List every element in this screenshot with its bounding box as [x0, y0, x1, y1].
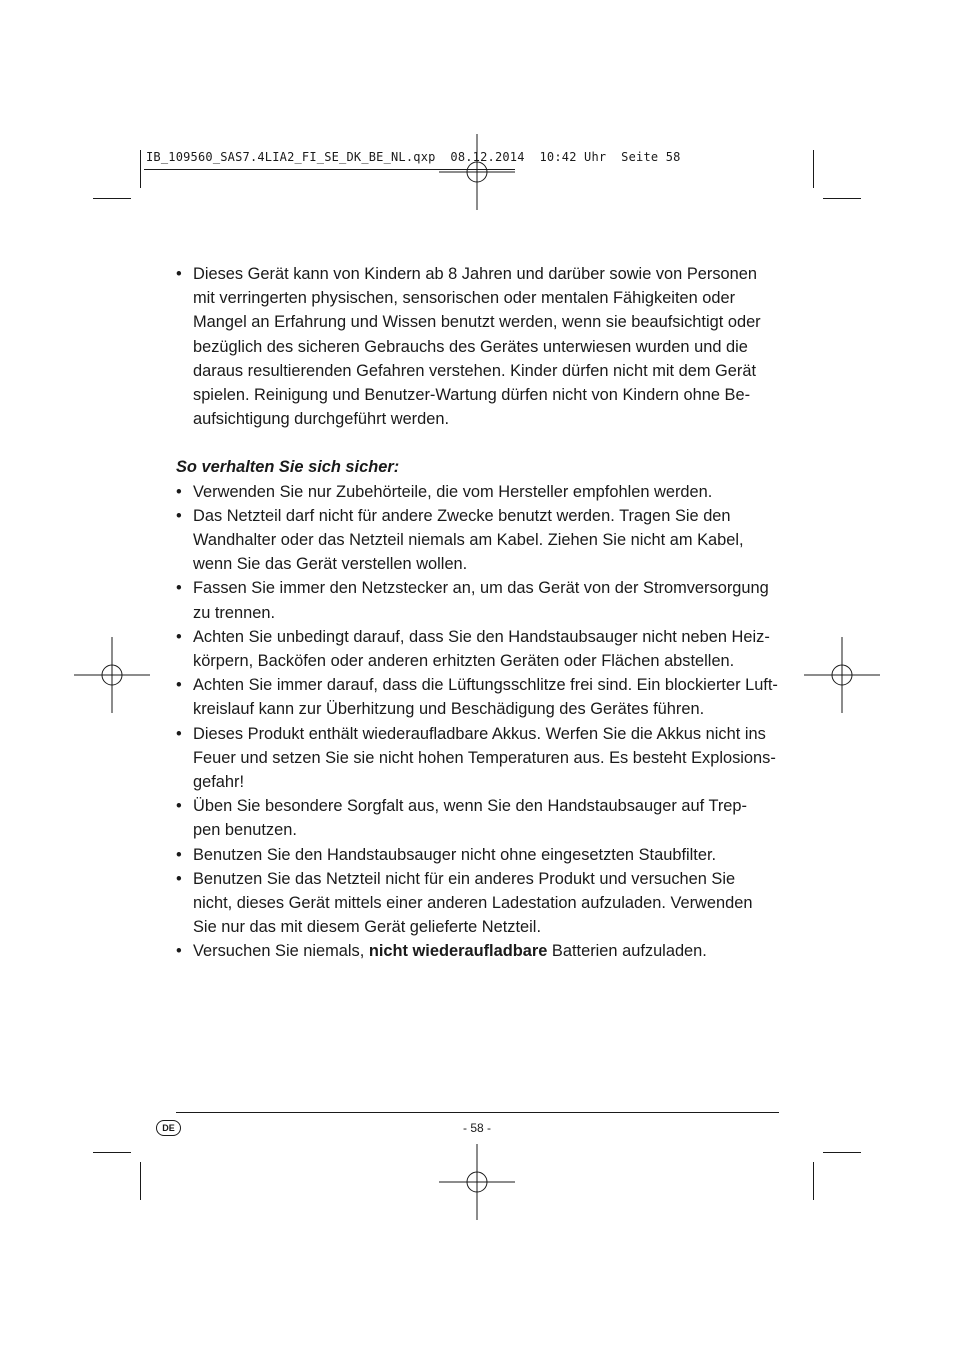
- bullet: •: [176, 676, 182, 695]
- text-line: Wandhalter oder das Netzteil niemals am Kabel. Ziehen Sie nicht am Kabel,: [193, 531, 744, 550]
- list-item: [176, 480, 786, 504]
- crop-mark-bottom-left-v: [140, 1162, 141, 1200]
- print-slug: IB_109560_SAS7.4LIA2_FI_SE_DK_BE_NL.qxp 08.12.2014 10:42 Uhr Seite 58: [146, 150, 681, 164]
- crop-mark-top-left-v: [140, 150, 141, 188]
- intro-list: [176, 262, 786, 431]
- list-item: [176, 262, 786, 431]
- text-line: körpern, Backöfen oder anderen erhitzten Geräten oder Flächen abstellen.: [193, 652, 735, 671]
- bold-text-run: nicht wiederaufladbare: [368, 942, 548, 961]
- list-item: [176, 673, 786, 721]
- crop-mark-bottom-left-h: [93, 1152, 131, 1153]
- text-line: daraus resultierenden Gefahren verstehen. Kinder dürfen nicht mit dem Gerät: [193, 361, 757, 380]
- bullet: •: [176, 627, 182, 646]
- text-line: Das Netzteil darf nicht für andere Zwecke benutzt werden. Tragen Sie den: [193, 506, 731, 525]
- text-line: spielen. Reinigung und Benutzer-Wartung dürfen nicht von Kindern ohne Be-: [193, 386, 751, 405]
- text-line: Verwenden Sie nur Zubehörteile, die vom Hersteller empfohlen werden.: [193, 482, 713, 501]
- crop-mark-top-left-h: [93, 198, 131, 199]
- text-line: [193, 939, 786, 963]
- text-line: Benutzen Sie das Netzteil nicht für ein anderes Produkt und versuchen Sie: [193, 869, 736, 888]
- text-line: pen benutzen.: [193, 821, 297, 840]
- text-line: gefahr!: [193, 773, 245, 792]
- text-line: Fassen Sie immer den Netzstecker an, um das Gerät von der Stromversorgung: [193, 579, 769, 598]
- crop-mark-bottom-right-h: [823, 1152, 861, 1153]
- registration-mark-top-icon: [439, 134, 515, 210]
- list-item: [176, 867, 786, 940]
- registration-mark-left-icon: [74, 637, 150, 713]
- text-line: nicht, dieses Gerät mittels einer anderen Ladestation aufzuladen. Verwenden: [193, 894, 753, 913]
- text-line: Benutzen Sie den Handstaubsauger nicht ohne eingesetzten Staubfilter.: [193, 845, 717, 864]
- text-line: bezüglich des sicheren Gebrauchs des Gerätes unterwiesen wurden und die: [193, 337, 748, 356]
- section-heading: So verhalten Sie sich sicher:: [176, 458, 400, 477]
- bullet: •: [176, 797, 182, 816]
- text-line: mit verringerten physischen, sensorischen oder mentalen Fähigkeiten oder: [193, 289, 736, 308]
- registration-mark-bottom-icon: [439, 1144, 515, 1220]
- bullet: •: [176, 845, 182, 864]
- text-run: Versuchen Sie niemals,: [193, 942, 369, 961]
- text-line: zu trennen.: [193, 603, 276, 622]
- list-item: [176, 843, 786, 867]
- text-line: Üben Sie besondere Sorgfalt aus, wenn Sie den Handstaubsauger auf Trep-: [193, 797, 747, 816]
- bullet: •: [176, 942, 182, 961]
- page-number: - 58 -: [462, 1121, 491, 1135]
- bullet: •: [176, 724, 182, 743]
- registration-mark-right-icon: [804, 637, 880, 713]
- language-badge: DE: [156, 1120, 181, 1136]
- bullet: •: [176, 265, 182, 283]
- list-item: [176, 576, 786, 624]
- list-item: [176, 939, 786, 963]
- crop-mark-top-right-h: [823, 198, 861, 199]
- text-line: aufsichtigung durchgeführt werden.: [193, 410, 450, 429]
- text-line: Dieses Gerät kann von Kindern ab 8 Jahren und darüber sowie von Personen: [193, 265, 758, 283]
- bullet: •: [176, 482, 182, 501]
- bullet: •: [176, 579, 182, 598]
- crop-mark-top-right-v: [813, 150, 814, 188]
- text-line: Mangel an Erfahrung und Wissen benutzt werden, wenn sie beaufsichtigt oder: [193, 313, 761, 332]
- text-line: kreislauf kann zur Überhitzung und Beschädigung des Gerätes führen.: [193, 700, 705, 719]
- crop-mark-bottom-right-v: [813, 1162, 814, 1200]
- list-item: [176, 722, 786, 795]
- list-item: [176, 625, 786, 673]
- footer-rule: [176, 1112, 779, 1113]
- bullet: •: [176, 869, 182, 888]
- text-line: wenn Sie das Gerät verstellen wollen.: [193, 555, 468, 574]
- bullet: •: [176, 506, 182, 525]
- text-line: Feuer und setzen Sie sie nicht hohen Temperaturen aus. Es besteht Explosions-: [193, 748, 776, 767]
- text-line: Achten Sie immer darauf, dass die Lüftungsschlitze frei sind. Ein blockierter Luft-: [193, 676, 778, 695]
- text-run: Batterien aufzuladen.: [547, 942, 707, 961]
- list-item: [176, 504, 786, 577]
- safety-instructions: [176, 262, 786, 964]
- text-line: Dieses Produkt enthält wiederaufladbare Akkus. Werfen Sie die Akkus nicht ins: [193, 724, 766, 743]
- list-item: [176, 794, 786, 842]
- text-line: Sie nur das mit diesem Gerät gelieferte Netzteil.: [193, 918, 541, 937]
- safety-list: [176, 480, 786, 964]
- text-line: Achten Sie unbedingt darauf, dass Sie den Handstaubsauger nicht neben Heiz-: [193, 627, 770, 646]
